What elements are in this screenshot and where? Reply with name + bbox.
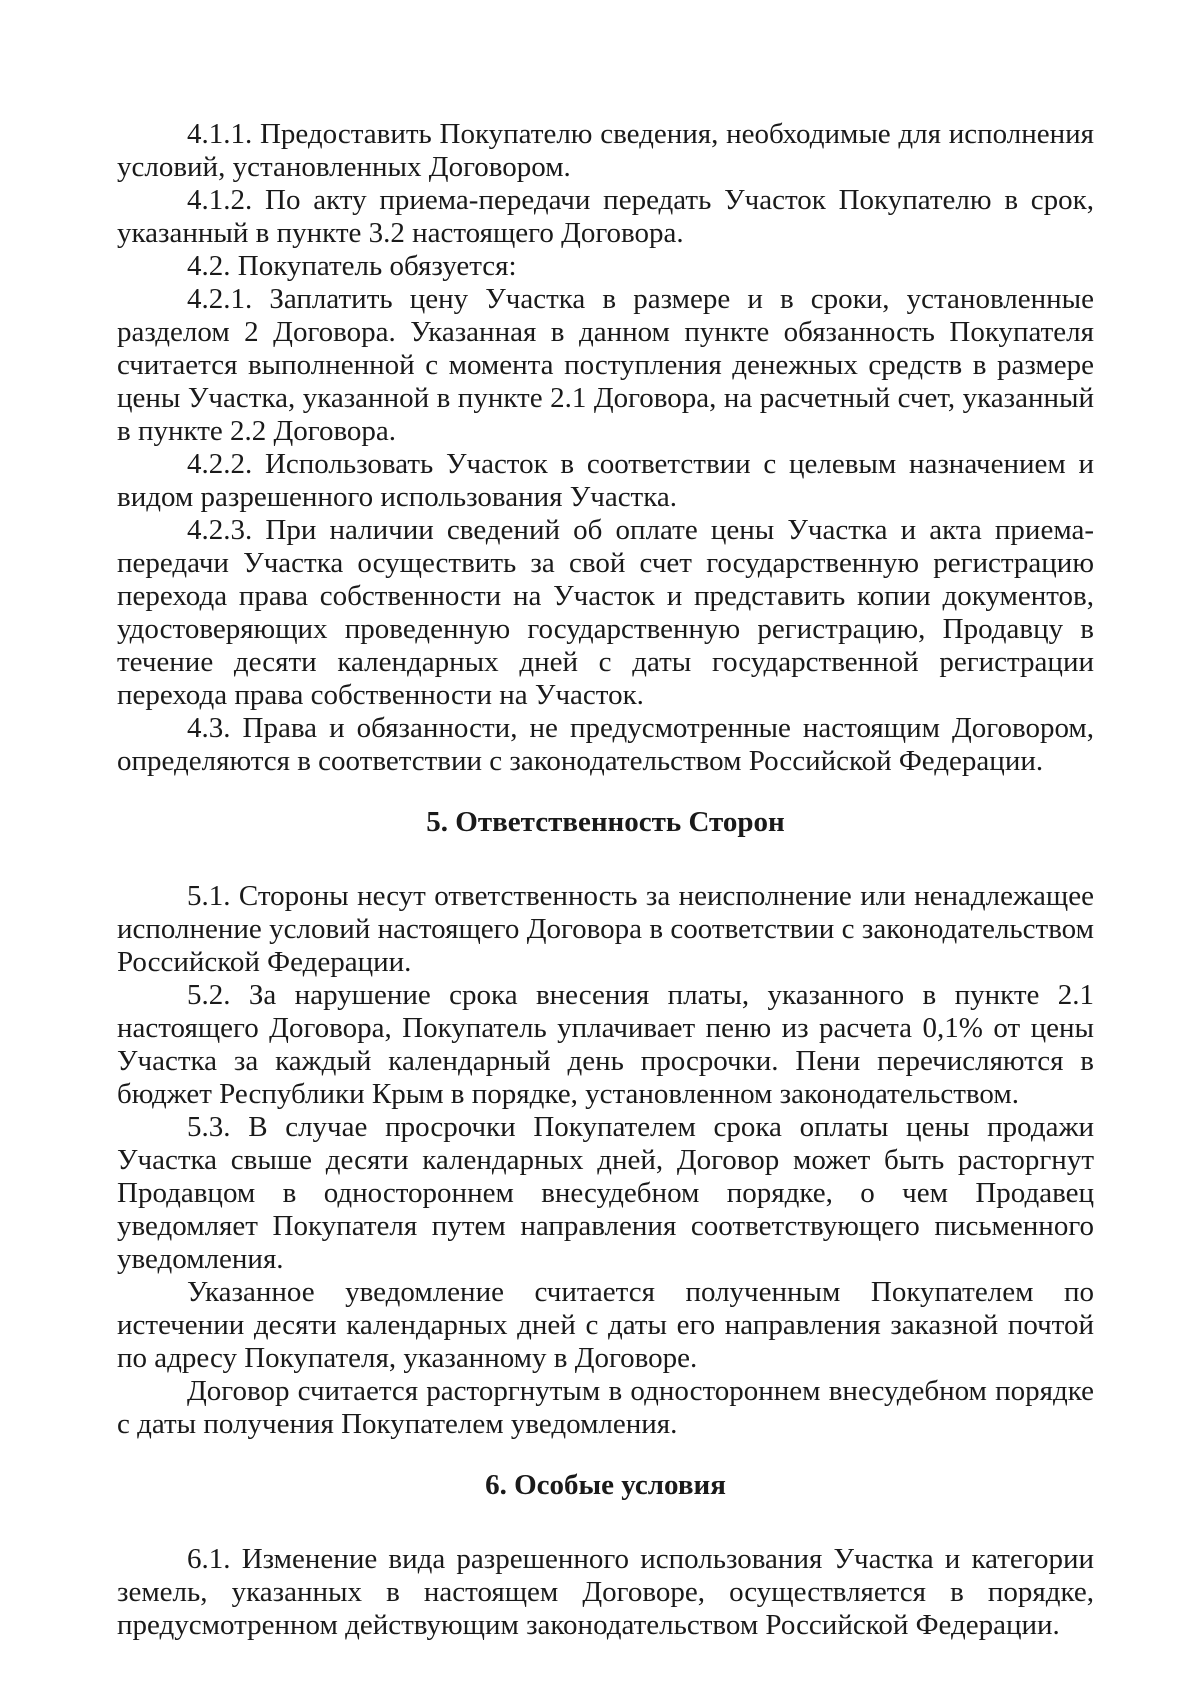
clause-5-2: 5.2. За нарушение срока внесения платы, указанного в пункте 2.1 настоящего Договора, Покупатель уплачивает пеню из расчета 0,1% от цены Участка за каждый календарный день просрочки. Пени перечисляются в бюджет Республики Крым в порядке, установленном законодательством. [117, 979, 1094, 1110]
clause-4-3: 4.3. Права и обязанности, не предусмотренные настоящим Договором, определяются в соответствии с законодательством Российской Федерации. [117, 712, 1094, 777]
clause-5-3-termination: Договор считается расторгнутым в одностороннем внесудебном порядке с даты получения Покупателем уведомления. [117, 1375, 1094, 1440]
clause-4-1-1: 4.1.1. Предоставить Покупателю сведения, необходимые для исполнения условий, установленных Договором. [117, 118, 1094, 183]
spacer [117, 1502, 1094, 1543]
clause-4-2-3: 4.2.3. При наличии сведений об оплате цены Участка и акта приема-передачи Участка осуществить за свой счет государственную регистрацию перехода права собственности на Участок и представить копии документов, удостоверяющих проведенную государственную регистрацию, Продавцу в течение десяти календарных дней с даты государственной регистрации перехода права собственности на Участок. [117, 514, 1094, 711]
clause-4-1-2: 4.1.2. По акту приема-передачи передать Участок Покупателю в срок, указанный в пункте 3.2 настоящего Договора. [117, 184, 1094, 249]
section-6-heading: 6. Особые условия [485, 1469, 726, 1501]
clause-4-2-2: 4.2.2. Использовать Участок в соответствии с целевым назначением и видом разрешенного использования Участка. [117, 448, 1094, 513]
clause-6-1: 6.1. Изменение вида разрешенного использования Участка и категории земель, указанных в настоящем Договоре, осуществляется в порядке, предусмотренном действующим законодательством Российской Федерации. [117, 1543, 1094, 1641]
spacer [117, 778, 1094, 806]
spacer [117, 839, 1094, 880]
spacer [117, 1441, 1094, 1469]
clause-4-2: 4.2. Покупатель обязуется: [187, 250, 517, 282]
clause-5-3: 5.3. В случае просрочки Покупателем срока оплаты цены продажи Участка свыше десяти календарных дней, Договор может быть расторгнут Продавцом в одностороннем внесудебном порядке, о чем Продавец уведомляет Покупателя путем направления соответствующего письменного уведомления. [117, 1111, 1094, 1275]
section-5-heading: 5. Ответственность Сторон [426, 806, 785, 838]
clause-5-1: 5.1. Стороны несут ответственность за неисполнение или ненадлежащее исполнение условий настоящего Договора в соответствии с законодательством Российской Федерации. [117, 880, 1094, 978]
clause-5-3-notice: Указанное уведомление считается полученным Покупателем по истечении десяти календарных дней с даты его направления заказной почтой по адресу Покупателя, указанному в Договоре. [117, 1276, 1094, 1374]
clause-4-2-1: 4.2.1. Заплатить цену Участка в размере и в сроки, установленные разделом 2 Договора. Указанная в данном пункте обязанность Покупателя считается выполненной с момента поступления денежных средств в размере цены Участка, указанной в пункте 2.1 Договора, на расчетный счет, указанный в пункте 2.2 Договора. [117, 283, 1094, 447]
